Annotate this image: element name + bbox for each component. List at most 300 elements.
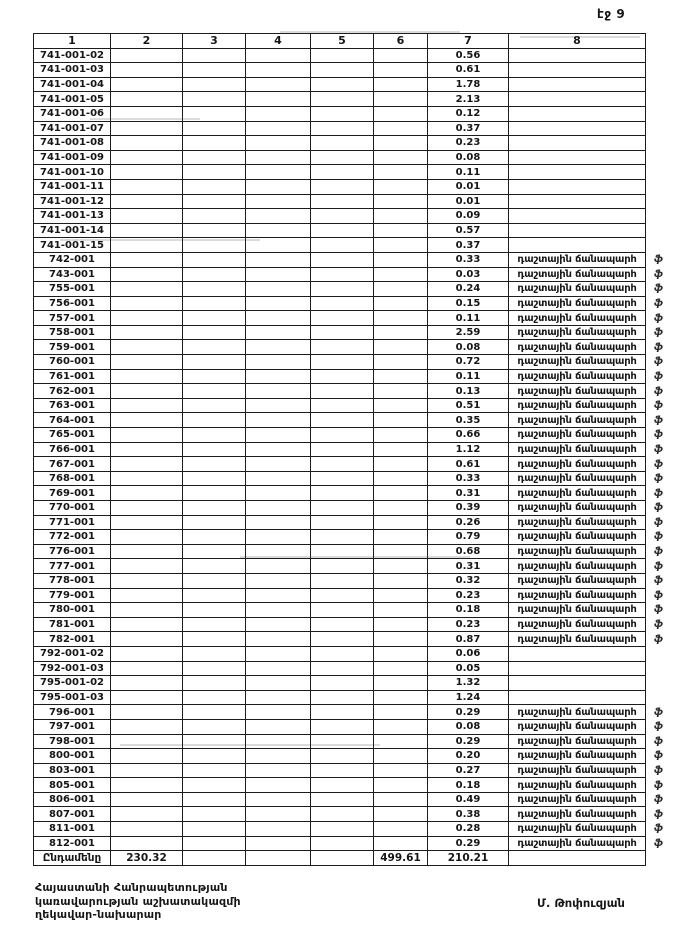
row-col6-cell bbox=[374, 705, 428, 720]
row-col4-cell bbox=[246, 749, 311, 764]
row-margin-mark: ֆ bbox=[653, 604, 664, 616]
row-col4-cell bbox=[246, 719, 311, 734]
row-col4-cell bbox=[246, 544, 311, 559]
row-col6-cell bbox=[374, 836, 428, 851]
row-col3-cell bbox=[183, 413, 246, 428]
row-value-col7: 0.23 bbox=[428, 588, 509, 603]
margin-column-header bbox=[646, 34, 672, 49]
table-row bbox=[34, 603, 672, 618]
row-id: 741-001-03 bbox=[34, 63, 111, 78]
row-col6-cell bbox=[374, 223, 428, 238]
table-row bbox=[34, 661, 672, 676]
row-id: 741-001-11 bbox=[34, 179, 111, 194]
row-col6-cell bbox=[374, 77, 428, 92]
row-value-col7: 0.15 bbox=[428, 296, 509, 311]
row-value-col7: 1.32 bbox=[428, 676, 509, 691]
row-value-col7: 1.24 bbox=[428, 690, 509, 705]
table-row bbox=[34, 136, 672, 151]
row-col2-cell bbox=[111, 48, 183, 63]
table-row bbox=[34, 209, 672, 224]
row-col5-cell bbox=[311, 252, 374, 267]
table-row bbox=[34, 807, 672, 822]
row-col4-cell bbox=[246, 311, 311, 326]
row-col3-cell bbox=[183, 442, 246, 457]
row-col3-cell bbox=[183, 792, 246, 807]
row-margin-mark bbox=[646, 48, 672, 63]
row-road-label: դաշտային ճանապարհ bbox=[509, 603, 646, 618]
row-col5-cell bbox=[311, 763, 374, 778]
row-col6-cell bbox=[374, 238, 428, 253]
row-margin-mark bbox=[646, 676, 672, 691]
row-col5-cell bbox=[311, 501, 374, 516]
row-road-label bbox=[509, 48, 646, 63]
row-col6-cell bbox=[374, 676, 428, 691]
row-margin-mark: ֆ bbox=[653, 400, 664, 412]
row-col4-cell bbox=[246, 471, 311, 486]
table-row bbox=[34, 223, 672, 238]
row-value-col7: 0.37 bbox=[428, 238, 509, 253]
row-col4-cell bbox=[246, 822, 311, 837]
row-col4-cell bbox=[246, 165, 311, 180]
row-road-label: դաշտային ճանապարհ bbox=[509, 734, 646, 749]
row-road-label: դաշտային ճանապարհ bbox=[509, 588, 646, 603]
row-margin-mark: ֆ bbox=[653, 735, 664, 747]
row-col2-cell bbox=[111, 778, 183, 793]
row-col2-cell bbox=[111, 325, 183, 340]
row-col4-cell bbox=[246, 734, 311, 749]
row-col2-cell bbox=[111, 646, 183, 661]
row-col6-cell bbox=[374, 763, 428, 778]
row-col6-cell bbox=[374, 179, 428, 194]
row-road-label: դաշտային ճանապարհ bbox=[509, 457, 646, 472]
row-col5-cell bbox=[311, 559, 374, 574]
row-col2-cell bbox=[111, 734, 183, 749]
row-margin-mark: ֆ bbox=[653, 764, 664, 776]
row-margin-mark bbox=[646, 121, 672, 136]
row-col2-cell bbox=[111, 63, 183, 78]
row-margin-mark bbox=[646, 165, 672, 180]
row-id: 772-001 bbox=[34, 530, 111, 545]
row-value-col7: 0.20 bbox=[428, 749, 509, 764]
row-value-col7: 0.27 bbox=[428, 763, 509, 778]
table-row bbox=[34, 763, 672, 778]
row-col6-cell bbox=[374, 573, 428, 588]
table-row bbox=[34, 340, 672, 355]
row-col2-cell bbox=[111, 661, 183, 676]
col-header-5: 5 bbox=[311, 34, 374, 49]
row-col6-cell bbox=[374, 194, 428, 209]
row-col6-cell bbox=[374, 442, 428, 457]
row-road-label bbox=[509, 646, 646, 661]
row-col5-cell bbox=[311, 384, 374, 399]
header-row bbox=[34, 34, 672, 49]
row-col2-cell bbox=[111, 573, 183, 588]
col-header-4: 4 bbox=[246, 34, 311, 49]
row-col2-cell bbox=[111, 486, 183, 501]
row-id: 741-001-04 bbox=[34, 77, 111, 92]
row-col4-cell bbox=[246, 121, 311, 136]
row-col3-cell bbox=[183, 734, 246, 749]
row-col4-cell bbox=[246, 778, 311, 793]
row-col6-cell bbox=[374, 384, 428, 399]
table-row bbox=[34, 749, 672, 764]
row-col5-cell bbox=[311, 603, 374, 618]
row-col3-cell bbox=[183, 282, 246, 297]
row-margin-mark: ֆ bbox=[653, 589, 664, 601]
row-margin-mark: ֆ bbox=[653, 619, 664, 631]
row-col5-cell bbox=[311, 179, 374, 194]
row-col4-cell bbox=[246, 530, 311, 545]
row-col4-cell bbox=[246, 238, 311, 253]
row-value-col7: 0.03 bbox=[428, 267, 509, 282]
row-col5-cell bbox=[311, 530, 374, 545]
row-col2-cell bbox=[111, 457, 183, 472]
table-row bbox=[34, 413, 672, 428]
row-id: 741-001-10 bbox=[34, 165, 111, 180]
row-col4-cell bbox=[246, 515, 311, 530]
row-col6-cell bbox=[374, 311, 428, 326]
row-margin-mark bbox=[646, 150, 672, 165]
row-col5-cell bbox=[311, 150, 374, 165]
row-road-label bbox=[509, 63, 646, 78]
row-value-col7: 0.29 bbox=[428, 705, 509, 720]
row-id: 792-001-03 bbox=[34, 661, 111, 676]
table-row bbox=[34, 92, 672, 107]
row-col3-cell bbox=[183, 632, 246, 647]
row-col6-cell bbox=[374, 822, 428, 837]
row-id: 771-001 bbox=[34, 515, 111, 530]
row-margin-mark bbox=[646, 194, 672, 209]
row-col2-cell bbox=[111, 340, 183, 355]
row-id: 741-001-13 bbox=[34, 209, 111, 224]
row-col6-cell bbox=[374, 471, 428, 486]
row-road-label: դաշտային ճանապարհ bbox=[509, 384, 646, 399]
row-margin-mark bbox=[646, 223, 672, 238]
row-col3-cell bbox=[183, 719, 246, 734]
row-col3-cell bbox=[183, 398, 246, 413]
row-col5-cell bbox=[311, 705, 374, 720]
row-col3-cell bbox=[183, 471, 246, 486]
row-col6-cell bbox=[374, 734, 428, 749]
row-margin-mark: ֆ bbox=[653, 283, 664, 295]
row-col4-cell bbox=[246, 603, 311, 618]
row-col4-cell bbox=[246, 136, 311, 151]
row-road-label: դաշտային ճանապարհ bbox=[509, 325, 646, 340]
row-col6-cell bbox=[374, 486, 428, 501]
row-margin-mark: ֆ bbox=[653, 837, 664, 849]
row-col6-cell bbox=[374, 413, 428, 428]
row-value-col7: 0.13 bbox=[428, 384, 509, 399]
row-road-label bbox=[509, 121, 646, 136]
table-row bbox=[34, 442, 672, 457]
row-road-label bbox=[509, 77, 646, 92]
table-row bbox=[34, 77, 672, 92]
row-col3-cell bbox=[183, 822, 246, 837]
row-road-label: դաշտային ճանապարհ bbox=[509, 822, 646, 837]
row-id: 767-001 bbox=[34, 457, 111, 472]
row-col6-cell bbox=[374, 501, 428, 516]
table-row bbox=[34, 194, 672, 209]
row-col3-cell bbox=[183, 690, 246, 705]
row-id: 795-001-02 bbox=[34, 676, 111, 691]
row-margin-mark bbox=[646, 106, 672, 121]
row-col5-cell bbox=[311, 471, 374, 486]
row-col2-cell bbox=[111, 836, 183, 851]
row-col4-cell bbox=[246, 690, 311, 705]
row-col2-cell bbox=[111, 442, 183, 457]
row-margin-mark: ֆ bbox=[653, 312, 664, 324]
row-col2-cell bbox=[111, 690, 183, 705]
table-row bbox=[34, 559, 672, 574]
table-row bbox=[34, 165, 672, 180]
row-value-col7: 0.33 bbox=[428, 471, 509, 486]
row-col5-cell bbox=[311, 369, 374, 384]
row-col4-cell bbox=[246, 559, 311, 574]
row-col3-cell bbox=[183, 705, 246, 720]
row-road-label: դաշտային ճանապարհ bbox=[509, 471, 646, 486]
row-col2-cell bbox=[111, 165, 183, 180]
row-col6-cell bbox=[374, 325, 428, 340]
row-margin-mark: ֆ bbox=[653, 794, 664, 806]
row-road-label: դաշտային ճանապարհ bbox=[509, 428, 646, 443]
row-col5-cell bbox=[311, 282, 374, 297]
row-col5-cell bbox=[311, 165, 374, 180]
row-margin-mark: ֆ bbox=[653, 502, 664, 514]
table-row bbox=[34, 705, 672, 720]
row-col2-cell bbox=[111, 792, 183, 807]
table-row bbox=[34, 398, 672, 413]
table-row bbox=[34, 311, 672, 326]
row-margin-mark: ֆ bbox=[653, 429, 664, 441]
row-col5-cell bbox=[311, 836, 374, 851]
row-col6-cell bbox=[374, 690, 428, 705]
row-col6-cell bbox=[374, 340, 428, 355]
row-col2-cell bbox=[111, 296, 183, 311]
row-col5-cell bbox=[311, 734, 374, 749]
total-col2-value: 230.32 bbox=[111, 851, 183, 866]
row-col4-cell bbox=[246, 252, 311, 267]
row-margin-mark: ֆ bbox=[653, 356, 664, 368]
row-col4-cell bbox=[246, 369, 311, 384]
row-col2-cell bbox=[111, 632, 183, 647]
row-road-label: դաշտային ճանապարհ bbox=[509, 705, 646, 720]
row-col4-cell bbox=[246, 763, 311, 778]
row-margin-mark: ֆ bbox=[653, 560, 664, 572]
row-margin-mark: ֆ bbox=[653, 823, 664, 835]
row-margin-mark bbox=[646, 136, 672, 151]
row-id: 741-001-15 bbox=[34, 238, 111, 253]
row-col2-cell bbox=[111, 822, 183, 837]
row-col4-cell bbox=[246, 661, 311, 676]
row-road-label bbox=[509, 676, 646, 691]
row-col4-cell bbox=[246, 63, 311, 78]
table-row bbox=[34, 48, 672, 63]
row-road-label: դաշտային ճանապարհ bbox=[509, 836, 646, 851]
row-road-label bbox=[509, 209, 646, 224]
table-row bbox=[34, 252, 672, 267]
row-id: 763-001 bbox=[34, 398, 111, 413]
row-col5-cell bbox=[311, 77, 374, 92]
row-col4-cell bbox=[246, 646, 311, 661]
row-col3-cell bbox=[183, 325, 246, 340]
row-col6-cell bbox=[374, 428, 428, 443]
row-margin-mark bbox=[646, 209, 672, 224]
row-road-label bbox=[509, 661, 646, 676]
row-col3-cell bbox=[183, 355, 246, 370]
row-col4-cell bbox=[246, 355, 311, 370]
row-id: 780-001 bbox=[34, 603, 111, 618]
table-row bbox=[34, 573, 672, 588]
row-road-label: դաշտային ճանապարհ bbox=[509, 778, 646, 793]
table-body bbox=[34, 48, 672, 851]
row-col6-cell bbox=[374, 355, 428, 370]
table-header bbox=[34, 34, 672, 49]
row-road-label bbox=[509, 223, 646, 238]
row-col6-cell bbox=[374, 588, 428, 603]
row-col3-cell bbox=[183, 530, 246, 545]
row-road-label: դաշտային ճանապարհ bbox=[509, 355, 646, 370]
row-id: 768-001 bbox=[34, 471, 111, 486]
row-col5-cell bbox=[311, 106, 374, 121]
row-col5-cell bbox=[311, 355, 374, 370]
row-value-col7: 0.18 bbox=[428, 778, 509, 793]
row-road-label: դաշտային ճանապարհ bbox=[509, 252, 646, 267]
row-col3-cell bbox=[183, 486, 246, 501]
row-road-label: դաշտային ճանապարհ bbox=[509, 632, 646, 647]
row-col2-cell bbox=[111, 252, 183, 267]
row-col5-cell bbox=[311, 209, 374, 224]
row-col6-cell bbox=[374, 661, 428, 676]
row-col2-cell bbox=[111, 194, 183, 209]
row-col3-cell bbox=[183, 778, 246, 793]
row-id: 770-001 bbox=[34, 501, 111, 516]
table-row bbox=[34, 369, 672, 384]
row-col2-cell bbox=[111, 92, 183, 107]
row-col3-cell bbox=[183, 763, 246, 778]
row-id: 765-001 bbox=[34, 428, 111, 443]
row-margin-mark bbox=[646, 646, 672, 661]
row-col3-cell bbox=[183, 836, 246, 851]
row-id: 741-001-05 bbox=[34, 92, 111, 107]
table-row bbox=[34, 822, 672, 837]
row-margin-mark: ֆ bbox=[653, 546, 664, 558]
table-row bbox=[34, 719, 672, 734]
row-col2-cell bbox=[111, 501, 183, 516]
row-value-col7: 0.18 bbox=[428, 603, 509, 618]
row-col6-cell bbox=[374, 807, 428, 822]
row-col4-cell bbox=[246, 428, 311, 443]
row-col6-cell bbox=[374, 559, 428, 574]
row-col4-cell bbox=[246, 573, 311, 588]
row-col2-cell bbox=[111, 428, 183, 443]
row-margin-mark bbox=[646, 238, 672, 253]
table-row bbox=[34, 106, 672, 121]
row-col5-cell bbox=[311, 340, 374, 355]
table-row bbox=[34, 428, 672, 443]
total-row bbox=[34, 851, 672, 866]
row-value-col7: 0.35 bbox=[428, 413, 509, 428]
row-col3-cell bbox=[183, 501, 246, 516]
row-col5-cell bbox=[311, 325, 374, 340]
row-value-col7: 0.31 bbox=[428, 559, 509, 574]
row-id: 742-001 bbox=[34, 252, 111, 267]
row-margin-mark: ֆ bbox=[653, 721, 664, 733]
row-road-label: դաշտային ճանապարհ bbox=[509, 719, 646, 734]
total-col7-value: 210.21 bbox=[428, 851, 509, 866]
row-value-col7: 0.33 bbox=[428, 252, 509, 267]
row-col2-cell bbox=[111, 398, 183, 413]
row-value-col7: 0.06 bbox=[428, 646, 509, 661]
row-col2-cell bbox=[111, 471, 183, 486]
row-value-col7: 0.11 bbox=[428, 165, 509, 180]
row-col4-cell bbox=[246, 486, 311, 501]
row-col3-cell bbox=[183, 252, 246, 267]
row-value-col7: 2.13 bbox=[428, 92, 509, 107]
row-col5-cell bbox=[311, 63, 374, 78]
row-col2-cell bbox=[111, 355, 183, 370]
row-col5-cell bbox=[311, 676, 374, 691]
row-value-col7: 0.23 bbox=[428, 617, 509, 632]
row-col3-cell bbox=[183, 340, 246, 355]
table-row bbox=[34, 646, 672, 661]
row-col5-cell bbox=[311, 544, 374, 559]
table-row bbox=[34, 296, 672, 311]
row-col5-cell bbox=[311, 92, 374, 107]
table-row bbox=[34, 486, 672, 501]
row-road-label bbox=[509, 690, 646, 705]
row-road-label: դաշտային ճանապարհ bbox=[509, 369, 646, 384]
row-col2-cell bbox=[111, 267, 183, 282]
row-col6-cell bbox=[374, 617, 428, 632]
row-margin-mark: ֆ bbox=[653, 531, 664, 543]
row-margin-mark bbox=[646, 92, 672, 107]
row-col6-cell bbox=[374, 398, 428, 413]
row-value-col7: 0.24 bbox=[428, 282, 509, 297]
table-row bbox=[34, 267, 672, 282]
table-row bbox=[34, 778, 672, 793]
row-col4-cell bbox=[246, 836, 311, 851]
row-id: 798-001 bbox=[34, 734, 111, 749]
row-id: 797-001 bbox=[34, 719, 111, 734]
row-col6-cell bbox=[374, 48, 428, 63]
row-margin-mark: ֆ bbox=[653, 297, 664, 309]
row-road-label: դաշտային ճանապարհ bbox=[509, 501, 646, 516]
row-value-col7: 0.51 bbox=[428, 398, 509, 413]
row-col4-cell bbox=[246, 413, 311, 428]
row-road-label: դաշտային ճանապարհ bbox=[509, 530, 646, 545]
row-id: 764-001 bbox=[34, 413, 111, 428]
signature-name: Մ. Թոփուզյան bbox=[537, 896, 625, 910]
row-col4-cell bbox=[246, 325, 311, 340]
row-col4-cell bbox=[246, 617, 311, 632]
row-road-label: դաշտային ճանապարհ bbox=[509, 573, 646, 588]
row-col3-cell bbox=[183, 807, 246, 822]
row-col4-cell bbox=[246, 92, 311, 107]
row-id: 796-001 bbox=[34, 705, 111, 720]
row-id: 762-001 bbox=[34, 384, 111, 399]
page-number: էջ 9 bbox=[597, 7, 626, 21]
row-col5-cell bbox=[311, 646, 374, 661]
row-margin-mark: ֆ bbox=[653, 254, 664, 266]
row-col3-cell bbox=[183, 267, 246, 282]
row-col2-cell bbox=[111, 807, 183, 822]
row-value-col7: 0.11 bbox=[428, 311, 509, 326]
row-col2-cell bbox=[111, 749, 183, 764]
row-col6-cell bbox=[374, 530, 428, 545]
row-col4-cell bbox=[246, 705, 311, 720]
row-col6-cell bbox=[374, 296, 428, 311]
row-col5-cell bbox=[311, 632, 374, 647]
